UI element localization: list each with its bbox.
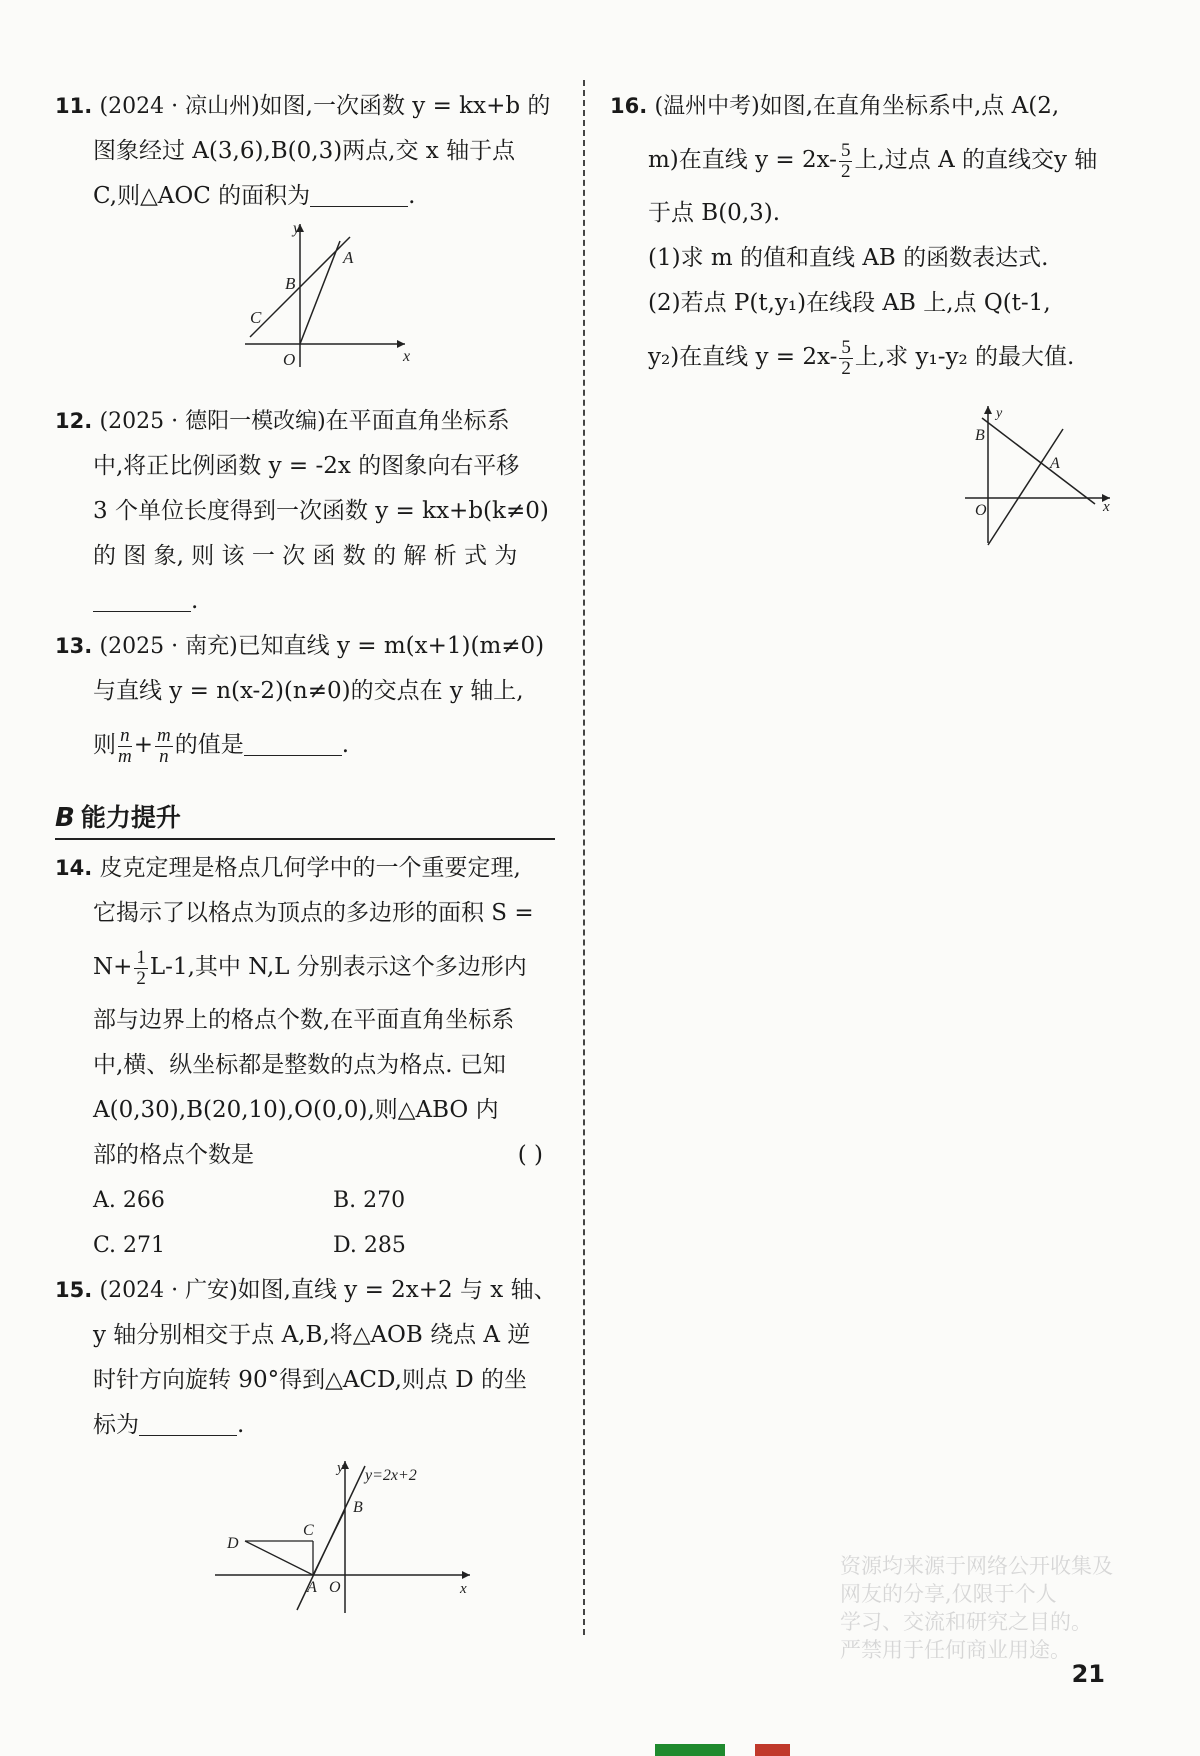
point-a-label: A <box>343 248 354 267</box>
question-text: m)在直线 y = 2x- <box>648 147 837 173</box>
fraction-one-half <box>134 948 148 989</box>
punctuation: . <box>237 1412 245 1438</box>
plus-sign: + <box>133 732 154 758</box>
question-14 <box>55 846 560 1268</box>
x-label: x <box>460 1581 467 1597</box>
question-source: (2024 · 广安) <box>99 1278 238 1303</box>
y-label: y <box>996 406 1003 421</box>
answer-blank <box>244 733 342 756</box>
question-text: 于点 B(0,3). <box>648 200 781 226</box>
section-heading <box>55 798 555 840</box>
red-tab <box>755 1744 790 1756</box>
question-text: 3 个单位长度得到一次函数 y = kx+b(k≠0) <box>93 498 549 524</box>
denominator: 2 <box>840 160 851 182</box>
question-text: 如图,一次函数 y = kx+b 的 <box>259 93 551 119</box>
answer-blank <box>139 1413 237 1436</box>
choice-c: C. 271 <box>93 1233 166 1258</box>
fraction-m-over-n <box>155 726 173 767</box>
question-text: 皮克定理是格点几何学中的一个重要定理, <box>99 855 521 881</box>
question-text: 图象经过 A(3,6),B(0,3)两点,交 x 轴于点 <box>93 138 516 164</box>
answer-parentheses: ( ) <box>517 1142 543 1168</box>
question-text: 标为 <box>93 1412 139 1438</box>
fraction-five-halves <box>839 338 853 379</box>
question-text: (1)求 m 的值和直线 AB 的函数表达式. <box>648 245 1049 271</box>
denominator: 2 <box>136 967 146 989</box>
question-source: (2024 · 凉山州) <box>99 94 260 119</box>
numerator: m <box>157 724 171 746</box>
numerator: 5 <box>841 336 851 358</box>
numerator: n <box>118 726 132 747</box>
denominator: n <box>159 745 169 767</box>
punctuation: . <box>341 732 350 758</box>
point-c-label: C <box>250 308 262 327</box>
choice-b: B. 270 <box>333 1188 406 1213</box>
question-text: y₂)在直线 y = 2x- <box>648 344 838 370</box>
question-number: 14. <box>55 856 93 880</box>
point-c-label: C <box>303 1522 314 1539</box>
question-text: 部的格点个数是 <box>93 1142 254 1168</box>
question-text: C,则△AOC 的面积为 <box>93 183 311 209</box>
watermark-line: 学习、交流和研究之目的。 <box>840 1610 1092 1634</box>
question-text: 中,横、纵坐标都是整数的点为格点. 已知 <box>93 1052 506 1078</box>
point-a-label: A <box>307 1579 317 1596</box>
segment-ab <box>313 1510 345 1575</box>
question-text: 时针方向旋转 90°得到△ACD,则点 D 的坐 <box>93 1367 527 1393</box>
numerator: 1 <box>136 946 146 968</box>
y-axis-arrow <box>984 406 992 414</box>
question-13 <box>55 624 560 776</box>
question-12 <box>55 399 560 624</box>
question-source: (温州中考) <box>654 94 760 119</box>
figure-15-area <box>55 1448 560 1608</box>
question-text: 它揭示了以格点为顶点的多边形的面积 S = <box>93 900 534 926</box>
question-text: N+ <box>93 954 133 980</box>
answer-blank <box>93 589 191 612</box>
question-number: 12. <box>55 409 93 433</box>
question-16 <box>610 84 1125 388</box>
section-letter: B <box>55 803 75 833</box>
question-text: (2)若点 P(t,y₁)在线段 AB 上,点 Q(t-1, <box>648 290 1051 316</box>
fraction-five-halves <box>839 141 853 182</box>
question-number: 15. <box>55 1278 93 1302</box>
y-label: y <box>293 220 301 237</box>
point-b-label: B <box>285 274 296 293</box>
punctuation: . <box>408 183 416 209</box>
line-equation-label: y=2x+2 <box>365 1467 417 1484</box>
question-text: 上,求 y₁-y₂ 的最大值. <box>854 344 1075 370</box>
x-label: x <box>403 348 411 365</box>
question-text: 与直线 y = n(x-2)(n≠0)的交点在 y 轴上, <box>93 678 524 704</box>
y-label: y <box>337 1460 344 1476</box>
edge-color-tabs <box>655 1744 795 1756</box>
question-text: 的 图 象, 则 该 一 次 函 数 的 解 析 式 为 <box>93 543 518 569</box>
question-source: (2025 · 南充) <box>99 634 238 659</box>
question-text: A(0,30),B(20,10),O(0,0),则△ABO 内 <box>93 1097 499 1123</box>
origin-label: O <box>283 350 296 369</box>
x-label: x <box>1103 499 1110 515</box>
point-a-label: A <box>1050 455 1060 472</box>
question-text: 中,将正比例函数 y = -2x 的图象向右平移 <box>93 453 520 479</box>
denominator: 2 <box>841 357 851 379</box>
origin-label: O <box>975 502 987 519</box>
green-tab <box>655 1744 725 1756</box>
answer-blank <box>310 184 408 207</box>
question-number: 13. <box>55 634 93 658</box>
line-y-2x-minus-5-halves <box>988 429 1063 545</box>
question-15 <box>55 1268 560 1448</box>
segment-ad <box>245 1541 313 1575</box>
question-11 <box>55 84 560 219</box>
question-text: L-1,其中 N,L 分别表示这个多边形内 <box>149 954 527 980</box>
question-number: 16. <box>610 94 648 118</box>
question-text: 部与边界上的格点个数,在平面直角坐标系 <box>93 1007 515 1033</box>
x-axis-arrow <box>397 340 405 348</box>
right-column <box>610 84 1125 538</box>
figure-11 <box>245 219 425 369</box>
fraction-n-over-m <box>118 726 132 767</box>
denominator: m <box>118 745 132 767</box>
question-text: y 轴分别相交于点 A,B,将△AOB 绕点 A 逆 <box>93 1322 531 1348</box>
point-b-label: B <box>975 427 985 444</box>
question-source: (2025 · 德阳一模改编) <box>99 409 326 434</box>
figure-16 <box>960 403 1125 548</box>
line-ab <box>982 418 1095 504</box>
watermark-line: 网友的分享,仅限于个人 <box>840 1582 1057 1606</box>
question-text: 已知直线 y = m(x+1)(m≠0) <box>237 633 545 659</box>
question-text: 的值是 <box>174 732 244 758</box>
left-column <box>55 84 560 1608</box>
section-title: 能力提升 <box>80 803 181 832</box>
figure-16-area <box>610 388 1125 538</box>
origin-label: O <box>329 1579 341 1596</box>
page-number: 21 <box>1071 1660 1105 1688</box>
x-axis-arrow <box>462 1571 470 1579</box>
numerator: 5 <box>840 139 851 161</box>
question-number: 11. <box>55 94 93 118</box>
choice-d: D. 285 <box>333 1233 406 1258</box>
question-text: 如图,直线 y = 2x+2 与 x 轴、 <box>237 1277 557 1303</box>
point-d-label: D <box>227 1535 239 1552</box>
question-text: 则 <box>93 732 116 758</box>
watermark-line: 资源均来源于网络公开收集及 <box>840 1554 1113 1578</box>
watermark <box>840 1552 1200 1664</box>
question-text: 上,过点 A 的直线交y 轴 <box>854 147 1098 173</box>
question-text: 在平面直角坐标系 <box>325 408 510 434</box>
point-b-label: B <box>353 1499 363 1516</box>
segment-oa <box>300 241 340 344</box>
figure-15 <box>215 1458 485 1618</box>
watermark-line: 严禁用于任何商业用途。 <box>840 1638 1071 1662</box>
figure-11-area <box>55 219 560 399</box>
choices <box>55 1178 560 1268</box>
question-text: 如图,在直角坐标系中,点 A(2, <box>759 93 1060 119</box>
column-divider <box>583 80 585 1635</box>
punctuation: . <box>191 588 199 614</box>
choice-a: A. 266 <box>93 1188 165 1213</box>
